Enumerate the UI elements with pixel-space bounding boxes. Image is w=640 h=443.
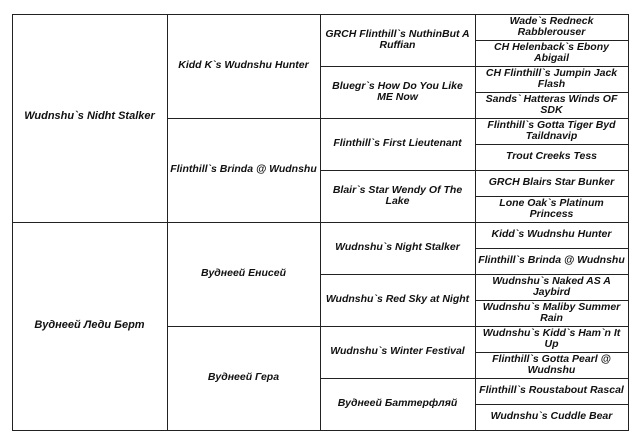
gen3-cell-6: Wudnshu`s Red Sky at Night (325, 293, 470, 306)
gen4-cell-7: GRCH Blairs Star Bunker (488, 176, 615, 189)
gen3-cell-3: Flinthill`s First Lieutenant (333, 137, 462, 150)
grid-line-g4f (475, 300, 629, 301)
gen1-dam: Вуднеей Леди Берт (34, 319, 145, 332)
grid-line-g2b (167, 326, 629, 327)
grid-line-g4b (475, 92, 629, 93)
gen3-cell-2: Bluegr`s How Do You Like ME Now (332, 79, 463, 103)
gen4-cell-11: Wudnshu`s Naked AS A Jaybird (492, 274, 611, 298)
gen4-cell-6: Trout Creeks Tess (505, 150, 598, 163)
gen4-cell-16: Wudnshu`s Cuddle Bear (490, 410, 613, 423)
grid-line-g3a (320, 66, 629, 67)
grid-line-g4h (475, 404, 629, 405)
grid-line-g3b (320, 170, 629, 171)
gen4-cell-13: Wudnshu`s Kidd`s Ham`n It Up (482, 326, 621, 350)
grid-line-g2a (167, 118, 629, 119)
gen4-cell-10: Flinthill`s Brinda @ Wudnshu (478, 254, 625, 267)
gen2-cell-4: Вуднеей Гера (207, 371, 280, 384)
grid-line-g4c (475, 144, 629, 145)
gen4-cell-2: CH Helenback`s Ebony Abigail (494, 40, 609, 64)
grid-line-mid (12, 222, 629, 223)
gen3-cell-7: Wudnshu`s Winter Festival (330, 345, 465, 358)
grid-line-g3c (320, 274, 629, 275)
grid-line-g3d (320, 378, 629, 379)
gen3-cell-5: Wudnshu`s Night Stalker (335, 241, 460, 254)
gen4-cell-3: CH Flinthill`s Jumpin Jack Flash (485, 66, 618, 90)
grid-line-g4d (475, 196, 629, 197)
grid-line-g4e (475, 248, 629, 249)
gen2-cell-3: Вуднеей Енисей (201, 267, 286, 280)
gen4-cell-4: Sands` Hatteras Winds OF SDK (485, 92, 618, 116)
grid-line-g4a (475, 40, 629, 41)
gen4-cell-8: Lone Oak`s Platinum Princess (499, 196, 604, 220)
gen4-cell-14: Flinthill`s Gotta Pearl @ Wudnshu (492, 352, 611, 376)
gen4-cell-12: Wudnshu`s Maliby Summer Rain (482, 300, 621, 324)
grid-line-bottom (12, 430, 629, 431)
gen2-cell-1: Kidd K`s Wudnshu Hunter (178, 59, 309, 72)
grid-line-top (12, 14, 629, 15)
gen3-cell-4: Blair`s Star Wendy Of The Lake (332, 183, 463, 207)
gen3-cell-1: GRCH Flinthill`s NuthinBut A Ruffian (325, 27, 470, 51)
gen4-cell-1: Wade`s Redneck Rabblerouser (509, 14, 594, 38)
gen3-cell-8: Вуднеей Баттерфляй (337, 397, 458, 410)
gen1-sire: Wudnshu`s Nidht Stalker (24, 110, 155, 123)
gen4-cell-5: Flinthill`s Gotta Tiger Byd Taildnavip (487, 118, 616, 142)
grid-line-g4g (475, 352, 629, 353)
gen4-cell-15: Flinthill`s Roustabout Rascal (479, 384, 624, 397)
gen4-cell-9: Kidd`s Wudnshu Hunter (491, 228, 612, 241)
gen2-cell-2: Flinthill`s Brinda @ Wudnshu (170, 163, 317, 176)
